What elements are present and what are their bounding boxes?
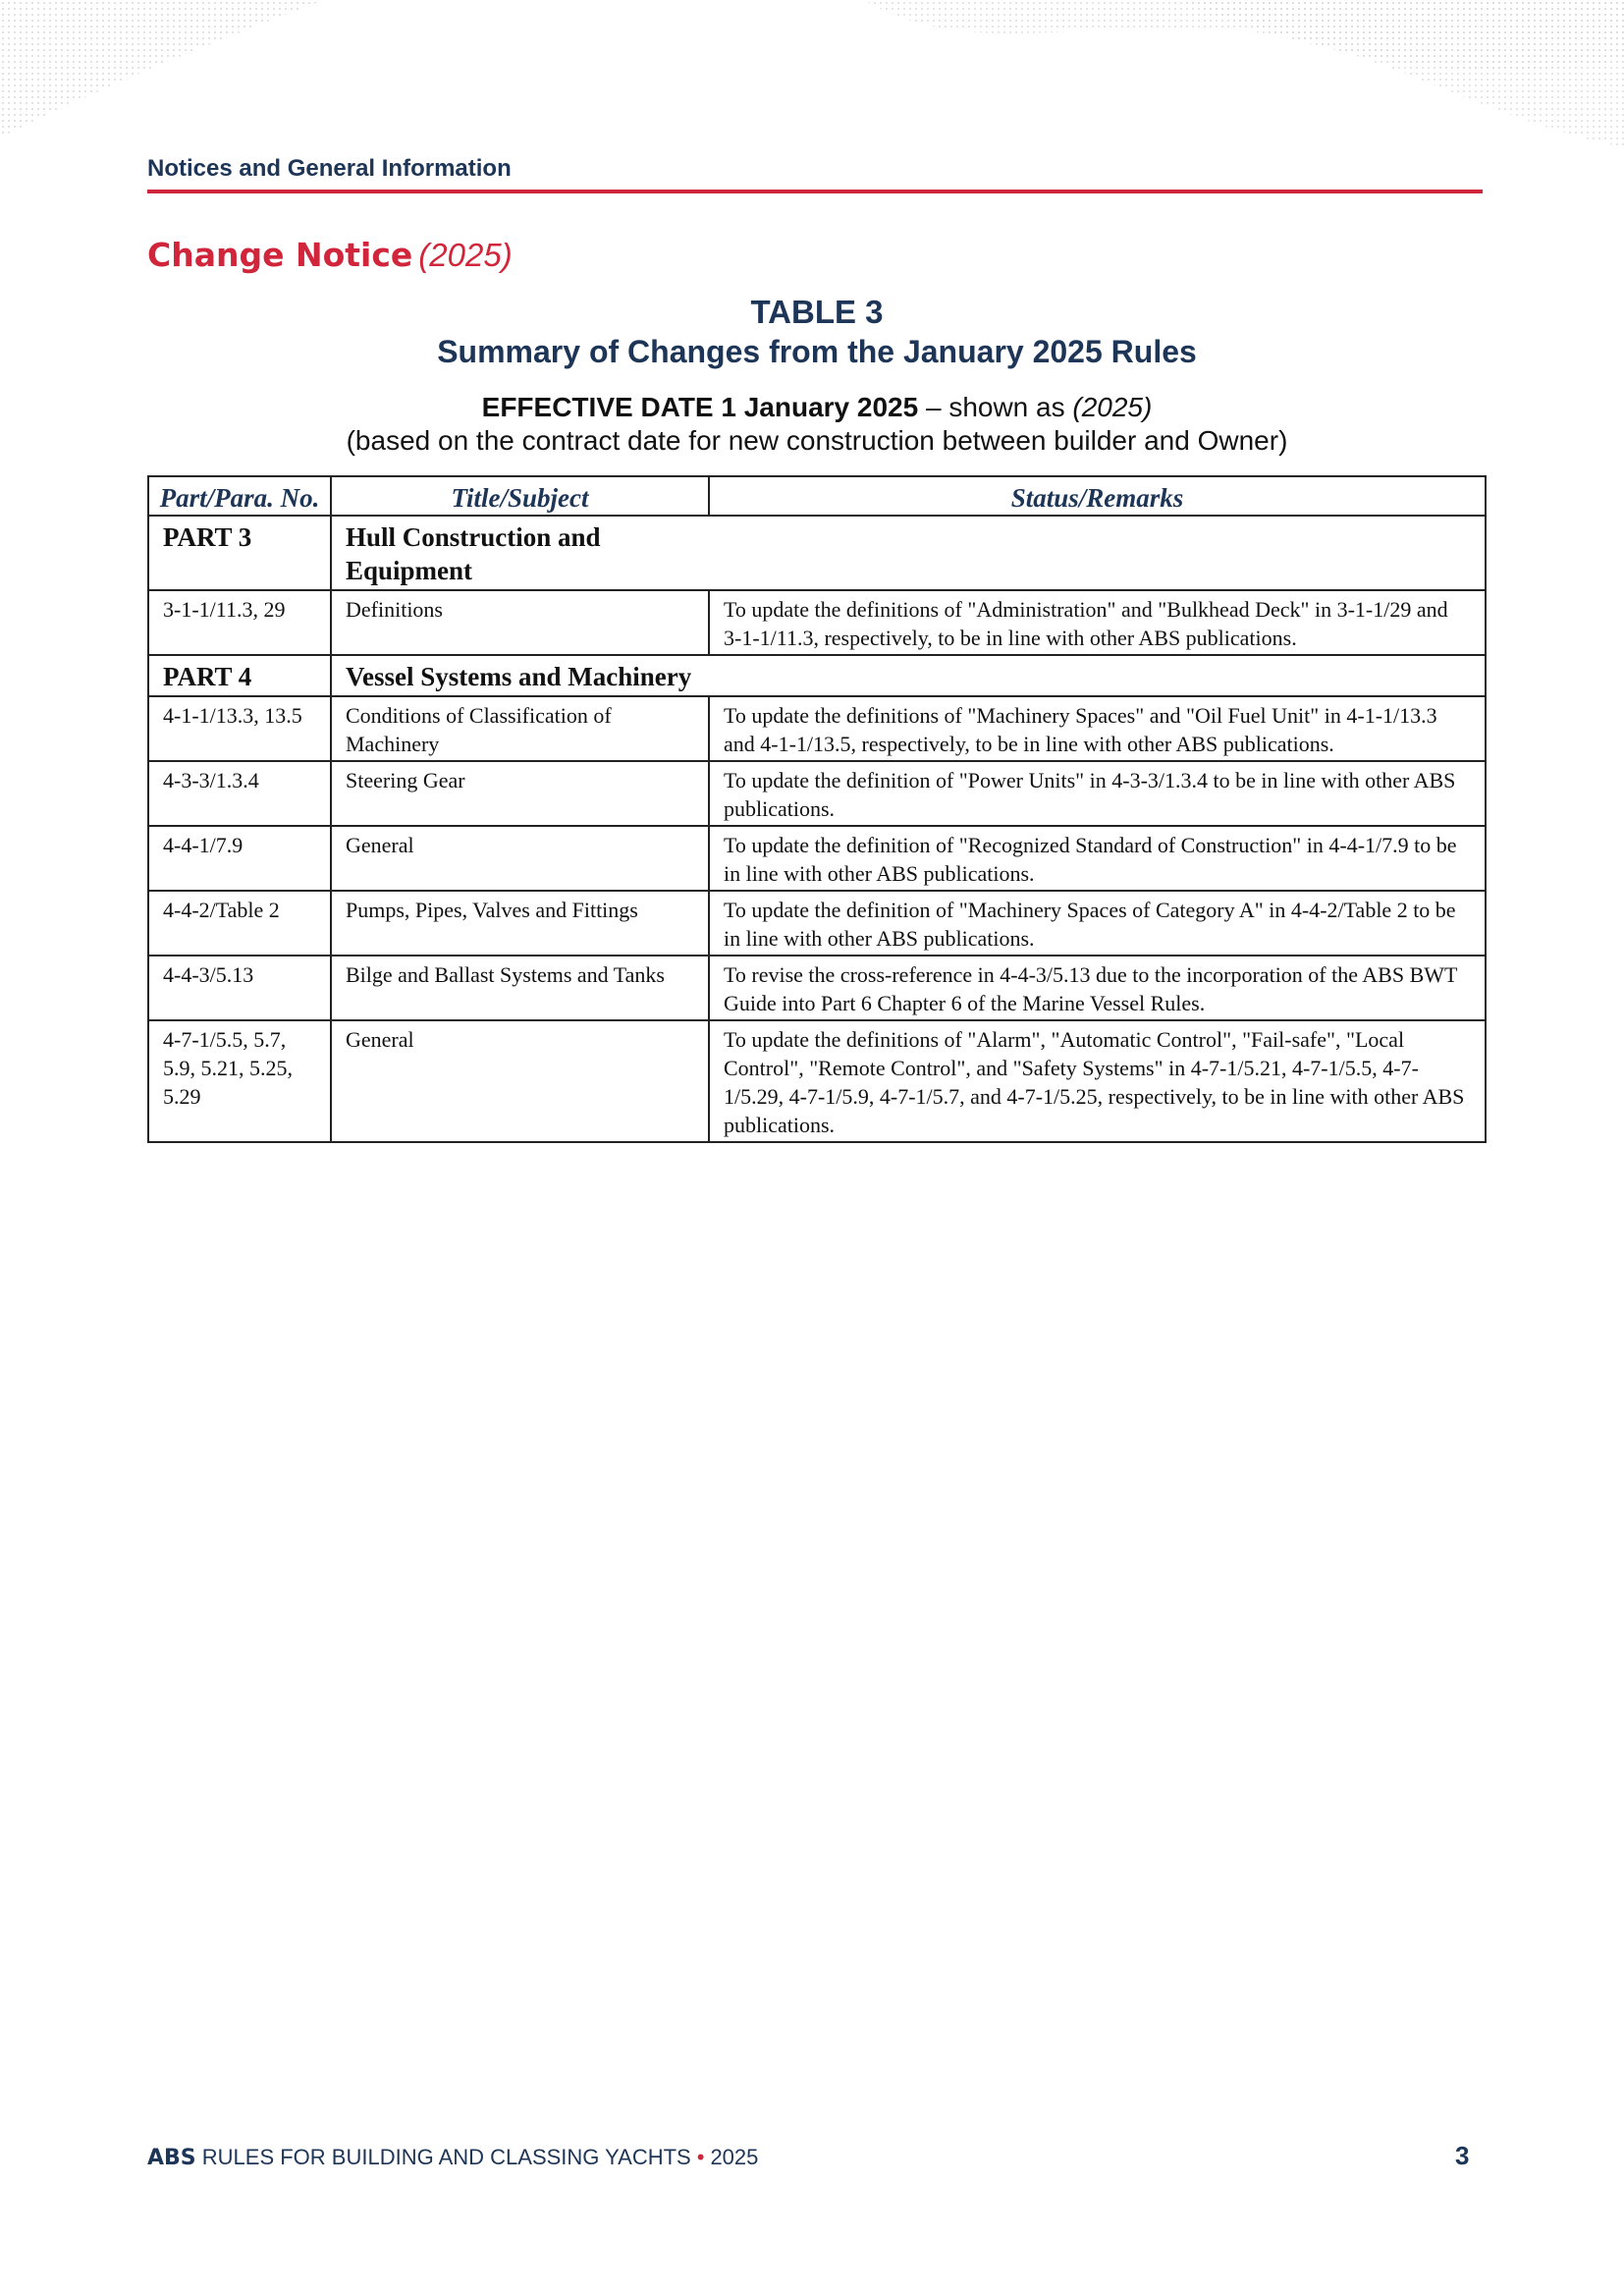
running-header: Notices and General Information <box>147 155 512 182</box>
subject: General <box>331 826 709 891</box>
column-header-status-remarks: Status/Remarks <box>709 476 1486 516</box>
part-title-spacer <box>709 655 1486 696</box>
remarks: To update the definition of "Recognized Standard of Construction" in 4-4-1/7.9 to be in line with other ABS publications. <box>709 826 1486 891</box>
page-number: 3 <box>1455 2141 1470 2170</box>
remarks: To update the definitions of "Alarm", "Automatic Control", "Fail-safe", "Local Control", "Remote Control", and "Safety Systems" in 4-7-1/5.21, 4-7-1/5.5, 4-7-1/5.29, 4-7-1/5.9, 4-7-1/5.7, and 4-7-1/5.25, respectively, to be in line with other ABS publications. <box>709 1020 1486 1142</box>
part-label: PART 4 <box>148 655 331 696</box>
part-row <box>148 516 1486 590</box>
part-label: PART 3 <box>148 516 331 590</box>
effective-date-block <box>147 391 1487 458</box>
remarks: To revise the cross-reference in 4-4-3/5.13 due to the incorporation of the ABS BWT Guide into Part 6 Chapter 6 of the Marine Vessel Rules. <box>709 956 1486 1020</box>
footer-brand: ABS <box>147 2146 196 2170</box>
footer-title: RULES FOR BUILDING AND CLASSING YACHTS <box>201 2145 691 2169</box>
table-row <box>148 761 1486 826</box>
change-notice-year: (2025) <box>418 237 513 273</box>
part-title: Hull Construction and Equipment <box>331 516 709 590</box>
change-notice-label: Change Notice <box>147 236 413 274</box>
table-row <box>148 891 1486 956</box>
effective-date-line <box>147 391 1487 424</box>
table-row <box>148 956 1486 1020</box>
remarks: To update the definitions of "Administration" and "Bulkhead Deck" in 3-1-1/29 and 3-1-1/11.3, respectively, to be in line with other ABS publications. <box>709 590 1486 655</box>
footer-year: 2025 <box>710 2145 759 2169</box>
table-row <box>148 826 1486 891</box>
remarks: To update the definition of "Power Units" in 4-3-3/1.3.4 to be in line with other ABS publications. <box>709 761 1486 826</box>
subject: General <box>331 1020 709 1142</box>
effective-date-dash: – shown as <box>918 392 1073 422</box>
effective-date-note: (based on the contract date for new construction between builder and Owner) <box>346 425 1288 456</box>
part-row <box>148 655 1486 696</box>
part-title: Vessel Systems and Machinery <box>331 655 709 696</box>
table-header-row <box>148 476 1486 516</box>
para-no: 4-4-3/5.13 <box>148 956 331 1020</box>
column-header-part-no: Part/Para. No. <box>148 476 331 516</box>
effective-date-italic: (2025) <box>1072 392 1153 422</box>
change-notice-heading <box>147 236 513 274</box>
effective-date-bold: EFFECTIVE DATE 1 January 2025 <box>481 392 919 422</box>
para-no: 4-1-1/13.3, 13.5 <box>148 696 331 761</box>
para-no: 4-7-1/5.5, 5.7, 5.9, 5.21, 5.25, 5.29 <box>148 1020 331 1142</box>
para-no: 4-4-2/Table 2 <box>148 891 331 956</box>
subject: Conditions of Classification of Machinery <box>331 696 709 761</box>
part-title-spacer <box>709 516 1486 590</box>
changes-table <box>147 475 1487 1143</box>
page-footer <box>147 2145 758 2170</box>
subject: Pumps, Pipes, Valves and Fittings <box>331 891 709 956</box>
table-row <box>148 696 1486 761</box>
table-row <box>148 1020 1486 1142</box>
subject: Definitions <box>331 590 709 655</box>
table-caption <box>147 293 1487 371</box>
table-title: Summary of Changes from the January 2025 Rules <box>437 334 1197 369</box>
remarks: To update the definitions of "Machinery Spaces" and "Oil Fuel Unit" in 4-1-1/13.3 and 4-1-1/13.5, respectively, to be in line with other ABS publications. <box>709 696 1486 761</box>
subject: Steering Gear <box>331 761 709 826</box>
header-rule <box>147 190 1483 193</box>
footer-bullet: • <box>696 2145 705 2169</box>
remarks: To update the definition of "Machinery Spaces of Category A" in 4-4-2/Table 2 to be in line with other ABS publications. <box>709 891 1486 956</box>
table-number: TABLE 3 <box>750 294 884 330</box>
subject: Bilge and Ballast Systems and Tanks <box>331 956 709 1020</box>
para-no: 3-1-1/11.3, 29 <box>148 590 331 655</box>
para-no: 4-3-3/1.3.4 <box>148 761 331 826</box>
table-row <box>148 590 1486 655</box>
column-header-title-subject: Title/Subject <box>331 476 709 516</box>
para-no: 4-4-1/7.9 <box>148 826 331 891</box>
